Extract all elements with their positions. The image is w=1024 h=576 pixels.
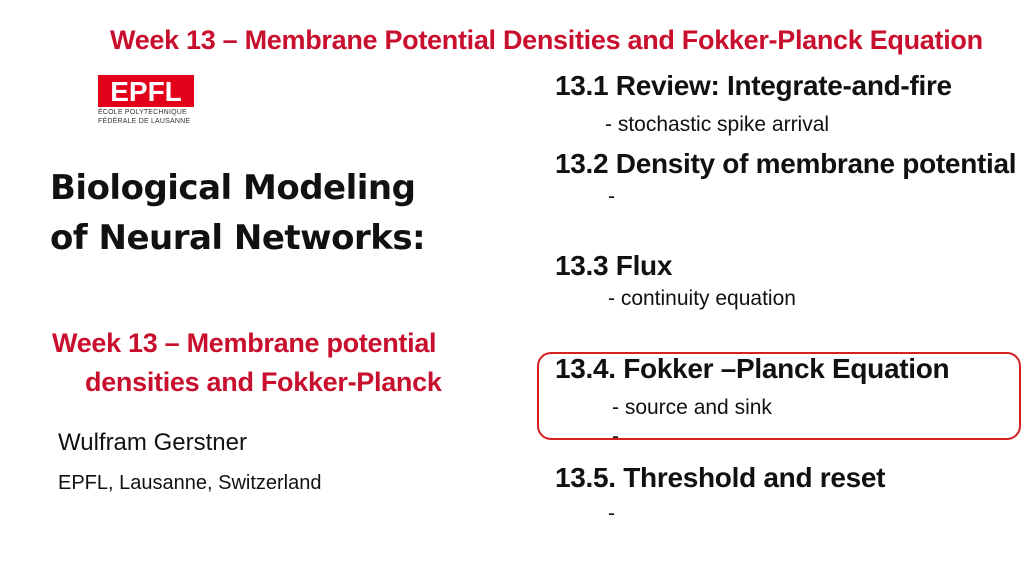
author-name: Wulfram Gerstner — [58, 429, 247, 456]
course-title-line2: of Neural Networks: — [50, 218, 426, 258]
outline-section-13-4: 13.4. Fokker –Planck Equation — [555, 353, 950, 384]
outline-sub-13-4-extra: - — [612, 425, 619, 448]
epfl-logo-wordmark: EPFL — [110, 76, 182, 107]
outline-sub-13-1: - stochastic spike arrival — [605, 113, 830, 136]
outline-section-13-5: 13.5. Threshold and reset — [555, 462, 886, 493]
week-title-line2: densities and Fokker-Planck — [85, 367, 442, 397]
outline-sub-13-3: - continuity equation — [608, 287, 796, 310]
author-affiliation: EPFL, Lausanne, Switzerland — [58, 472, 322, 494]
outline-section-13-3: 13.3 Flux — [555, 250, 673, 281]
course-title-line1: Biological Modeling — [50, 168, 416, 208]
outline-sub-13-5: - — [608, 502, 615, 525]
week-title-line1: Week 13 – Membrane potential — [52, 328, 437, 358]
outline-section-13-2: 13.2 Density of membrane potential — [555, 148, 1017, 179]
logo-text-line2: FÉDÉRALE DE LAUSANNE — [98, 118, 191, 125]
outline-section-13-1: 13.1 Review: Integrate-and-fire — [555, 70, 952, 101]
epfl-logo-mark — [98, 75, 194, 107]
logo-text-line1: ÉCOLE POLYTECHNIQUE — [98, 109, 187, 116]
epfl-logo — [98, 75, 198, 135]
outline-sub-13-4: - source and sink — [612, 396, 772, 419]
outline-sub-13-2: - — [608, 185, 615, 208]
header-title: Week 13 – Membrane Potential Densities and Fokker-Planck Equation — [110, 25, 983, 55]
course-title — [50, 163, 470, 263]
